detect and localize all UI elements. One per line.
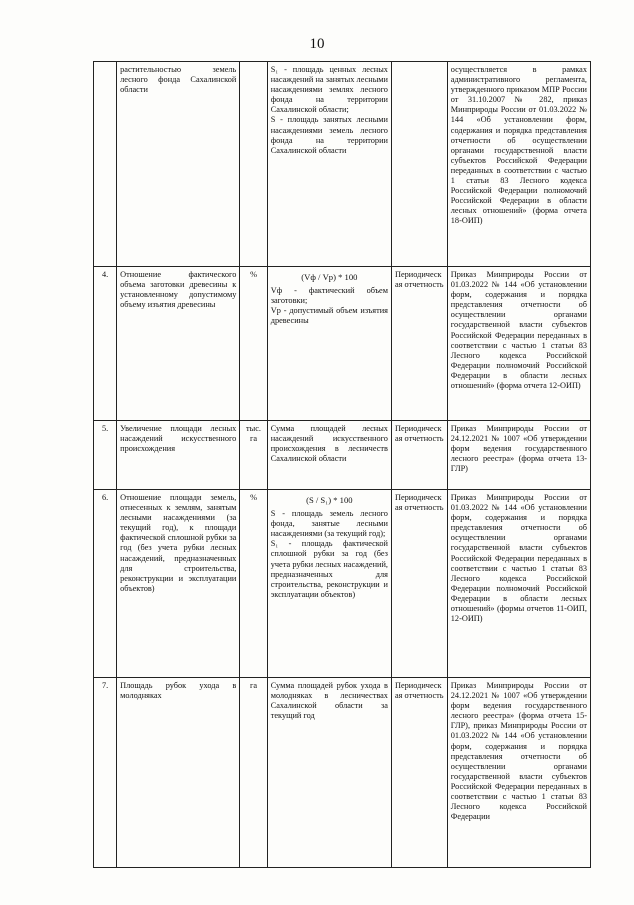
- data-period: Периодическая отчетность: [391, 490, 447, 678]
- unit: %: [240, 267, 267, 421]
- data-source: Приказ Минприроды России от 24.12.2021 № 1007 «Об утверждении форм ведения государственного лесного реестра» (форма отчета 15-ГЛР), приказ Минприроды России от 01.03.2022 № 144 «Об установлении форм, содержания и порядка представления отчетности об осуществлении органами государственной власти субъектов Российской Федерации переданных в соответствии с частью 1 статьи 83 Лесного кодекса Российской Федерации: [447, 678, 590, 868]
- data-source: Приказ Минприроды России от 24.12.2021 № 1007 «Об утверждении форм ведения государственного лесного реестра» (форма отчета 13-ГЛР): [447, 421, 590, 490]
- unit: га: [240, 678, 267, 868]
- data-period: [391, 62, 447, 267]
- calc-line: Сумма площадей рубок ухода в молодняках в лесничествах Сахалинской области за текущий год: [270, 681, 388, 721]
- data-source: Приказ Минприроды России от 01.03.2022 № 144 «Об установлении форм, содержания и порядка представления отчетности об осуществлении органами государственной власти субъектов Российской Федерации переданных в соответствии с частью 1 статьи 83 Лесного кодекса Российской Федерации полномочий Российской Федерации в области лесных отношений» (форма отчета 12-ОИП): [447, 267, 590, 421]
- row-number: 7.: [94, 678, 117, 868]
- formula: (Vф / Vр) * 100: [301, 272, 358, 282]
- unit: [240, 62, 267, 267]
- table-row: [94, 62, 591, 267]
- indicator-name: Отношение площади земель, отнесенных к землям, занятым лесными насаждениями (за текущий год), к площади фактической сплошной рубки за год (без учета рубки лесных насаждений, предназначенных для строительства, реконструкции и эксплуатации объектов): [117, 490, 240, 678]
- indicator-name: Площадь рубок ухода в молодняках: [117, 678, 240, 868]
- formula: (S / S₁) * 100: [306, 495, 353, 505]
- table-row: [94, 267, 591, 421]
- calculation-method: [267, 490, 391, 678]
- data-period: Периодическая отчетность: [391, 678, 447, 868]
- row-number: 5.: [94, 421, 117, 490]
- calc-line: Vр - допустимый объем изъятия древесины: [270, 306, 388, 326]
- calc-line: S - площадь земель лесного фонда, занятые лесными насаждениями (за текущий год);: [270, 509, 388, 539]
- table-row: [94, 678, 591, 868]
- row-number: 4.: [94, 267, 117, 421]
- calc-line: Сумма площадей лесных насаждений искусственного происхождения в лесничеств Сахалинской области: [270, 424, 388, 464]
- calculation-method: [267, 62, 391, 267]
- calc-line: S₁ - площадь фактической сплошной рубки за год (без учета рубки лесных насаждений, предназначенных для строительства, реконструкции и эксплуатации объектов): [270, 539, 388, 599]
- data-source: осуществляется в рамках административного регламента, утвержденного приказом МПР России от 31.10.2007 № 282, приказ Минприроды России от 01.03.2022 № 144 «Об установлении форм, содержания и порядка представления отчетности об осуществлении органами государственной власти субъектов Российской Федерации переданных в соответствии с частью 1 статьи 83 Лесного кодекса Российской Федерации полномочий Российской Федерации в области лесных отношений» (форма отчета 18-ОИП): [447, 62, 590, 267]
- unit: тыс. га: [240, 421, 267, 490]
- data-period: Периодическая отчетность: [391, 421, 447, 490]
- page-number: 10: [309, 36, 325, 52]
- data-source: Приказ Минприроды России от 01.03.2022 № 144 «Об установлении форм, содержания и порядка представления отчетности об осуществлении органами государственной власти субъектов Российской Федерации переданных в соответствии с частью 1 статьи 83 Лесного кодекса Российской Федерации полномочий Российской Федерации в области лесных отношений» (формы отчетов 11-ОИП, 12-ОИП): [447, 490, 590, 678]
- row-number: 6.: [94, 490, 117, 678]
- calc-line: S - площадь занятых лесными насаждениями земель лесного фонда на территории Сахалинской области: [270, 115, 388, 155]
- indicators-table: [93, 61, 591, 868]
- indicator-name: растительностью земель лесного фонда Сахалинской области: [117, 62, 240, 267]
- calculation-method: [267, 267, 391, 421]
- data-period: Периодическая отчетность: [391, 267, 447, 421]
- indicator-name: Отношение фактического объема заготовки древесины к установленному допустимому объему изъятия древесины: [117, 267, 240, 421]
- calculation-method: [267, 678, 391, 868]
- unit: %: [240, 490, 267, 678]
- table-row: [94, 421, 591, 490]
- row-number: [94, 62, 117, 267]
- calc-line: Vф - фактический объем заготовки;: [270, 286, 388, 306]
- calculation-method: [267, 421, 391, 490]
- indicator-name: Увеличение площади лесных насаждений искусственного происхождения: [117, 421, 240, 490]
- calc-line: S₁ - площадь ценных лесных насаждений на занятых лесными насаждениями землях лесного фонда на территории Сахалинской области;: [270, 65, 388, 115]
- table-row: [94, 490, 591, 678]
